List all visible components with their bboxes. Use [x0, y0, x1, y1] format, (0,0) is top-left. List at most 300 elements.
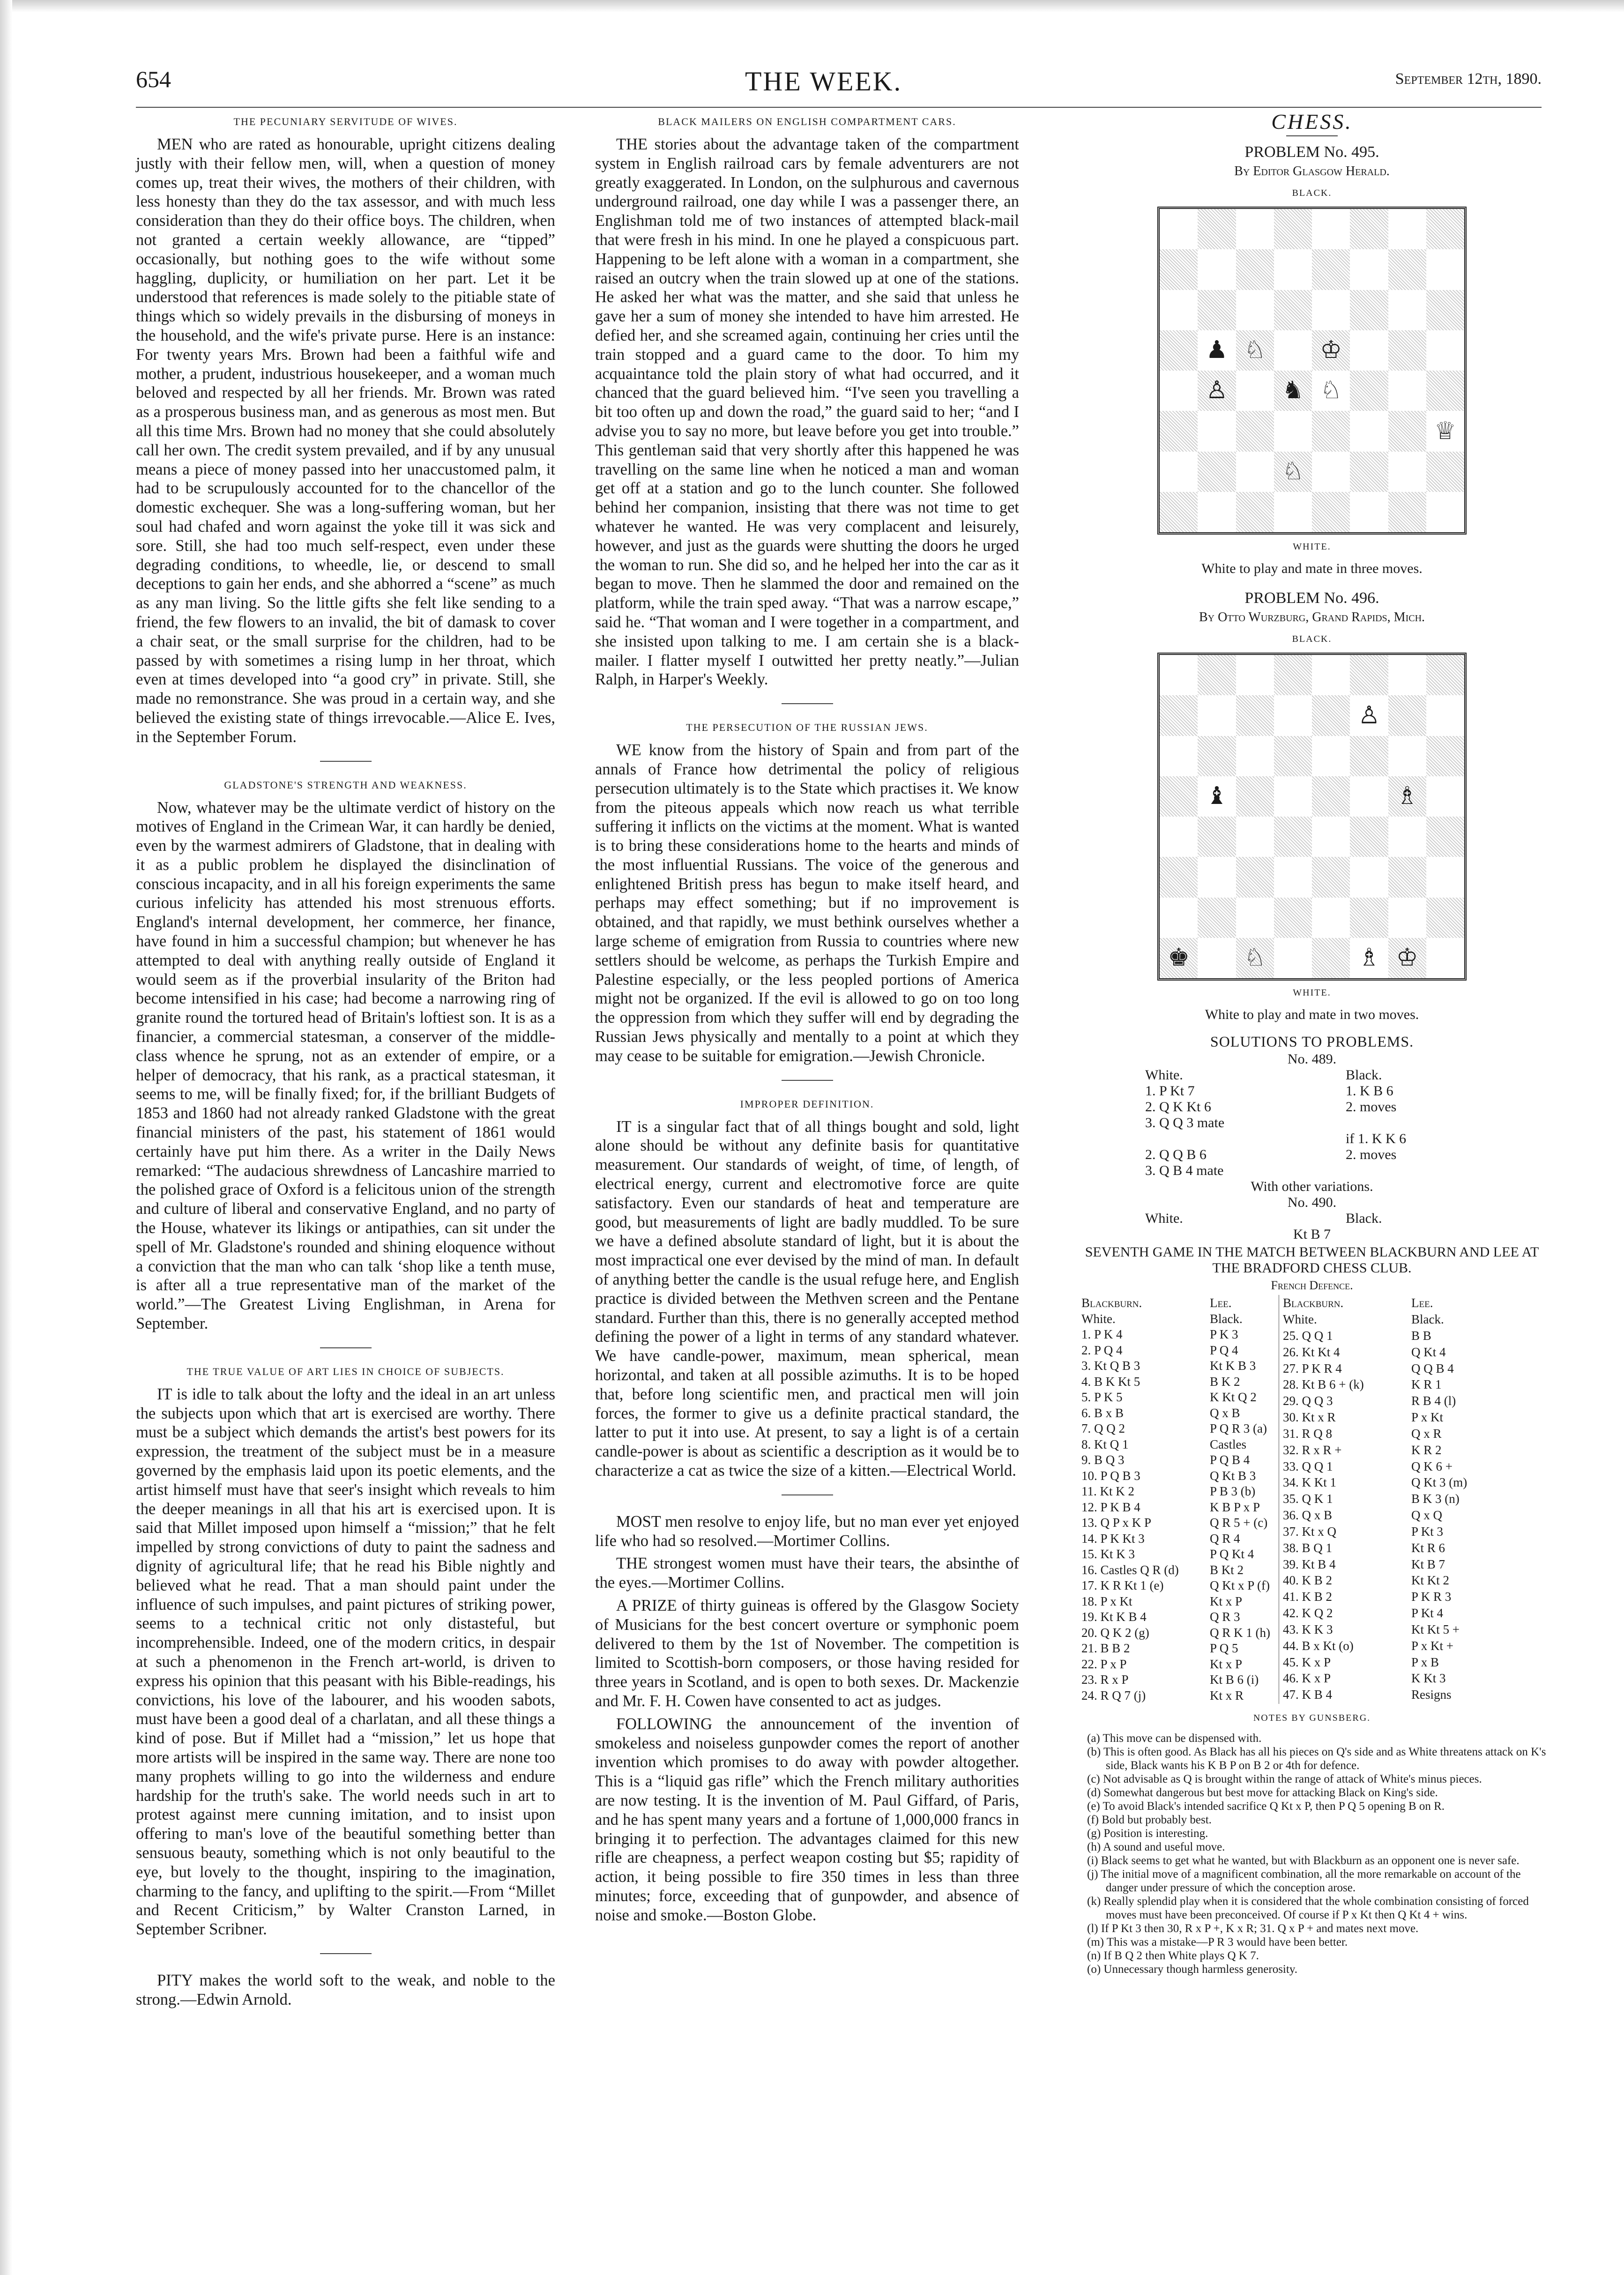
board-label-black: BLACK.: [1292, 188, 1332, 199]
move-row: [1280, 1410, 1470, 1426]
move-row: [1280, 1688, 1470, 1703]
black-move: K B P x P: [1210, 1500, 1260, 1514]
black-move: B Kt 2: [1210, 1562, 1244, 1577]
board-square: [1426, 655, 1464, 695]
board-square: ♕: [1434, 417, 1456, 445]
board-square: ♘: [1236, 330, 1274, 371]
board-square: [1388, 452, 1426, 492]
solution-489: [1143, 1067, 1546, 1179]
board-square: [1312, 817, 1350, 857]
board-square: [1198, 209, 1236, 249]
board-square: [1274, 290, 1312, 330]
board-square: [1198, 290, 1236, 330]
black-move: P B 3 (b): [1210, 1484, 1256, 1499]
board-square: [1160, 655, 1198, 695]
black-move: B K 3 (n): [1411, 1492, 1460, 1506]
board-square: ♙: [1198, 371, 1236, 411]
board-square: [1312, 452, 1350, 492]
problem-title: PROBLEM No. 496.: [1244, 589, 1379, 607]
solutions-heading: SOLUTIONS TO PROBLEMS.: [1210, 1033, 1414, 1050]
black-move: P x Kt +: [1411, 1638, 1453, 1653]
white-move: 19. Kt K B 4: [1081, 1610, 1147, 1624]
black-move: P Q 5: [1210, 1641, 1238, 1656]
note: (m) This was a mistake—P R 3 would have been better.: [1087, 1936, 1348, 1949]
board-square: [1160, 330, 1198, 371]
scan-edge-top: [0, 0, 1624, 12]
board-square: [1236, 371, 1274, 411]
white-move: 24. R Q 7 (j): [1081, 1688, 1146, 1703]
move-row: [1280, 1508, 1470, 1524]
white-move: 6. B x B: [1081, 1405, 1124, 1420]
move-row: [1079, 1547, 1273, 1562]
news-item: FOLLOWING the announcement of the invention of smokeless and noiseless gunpowder comes the report of another invention which promises to do away with powder altogether. This is a “liquid gas rifle” which the French military authorities are now testing. It is the invention of M. Paul Giffard, of Paris, and he has spent many years and a fortune of 1,000,000 francs in bringing it to perfection. The advantages claimed for this new rifle are cheapness, a perfect weapon costing but $5; rapidity of action, it being possible to fire 350 times in less than three minutes; force, exceeding that of gunpowder, and absence of noise and smoke.—Boston Globe.: [595, 1715, 1019, 1924]
article-body: MEN who are rated as honourable, upright citizens dealing justly with their fellow men, will, when a question of money comes up, treat their wives, the mothers of their children, with less honesty than they do the tax assessor, and with much less consideration than they do their office boys. The children, when not granted a certain weekly allowance, are “tipped” occasionally, but nothing goes to the wife without some haggling, duplicity, or humiliation on her part. Let it be understood that references is made solely to the pitiable state of things which so widely prevails in the disbursing of moneys in the household, and the wife's private purse. Here is an instance: For twenty years Mrs. Brown had been a faithful wife and mother, a prudent, industrious housekeeper, and a woman much beloved and respected by all her friends. Mr. Brown was rated as a prosperous business man, and as generous as most men. But all this time Mrs. Brown had no money that she could absolutely call her own. The credit system prevailed, and if by any unusual means a piece of money passed into her unaccustomed palm, it had to be scrupulously accounted for to the chancellor of the domestic exchequer. She was a long-suffering woman, but her soul had chafed and worn against the yoke till it was sick and sore. Still, she had too much self-respect, even under these degrading conditions, to wheedle, lie, or descend to small deceptions to gain her ends, and she abhorred a “scene” as much as any man living. So the little gifts she felt like sending to a friend, the few flowers to an invalid, the bit of damask to cover a chair seat, or the small surprise for the children, had to be passed by with sometimes a rising lump in her throat, which even at times developed into “a good cry” in private. Still, she made no remonstrance. She was proud in a certain way, and she believed the existing state of things irrevocable.—Alice E. Ives, in the September Forum.: [136, 135, 555, 746]
board-square: [1426, 898, 1464, 938]
board-square: [1350, 411, 1388, 451]
white-move: 25. Q Q 1: [1283, 1328, 1333, 1343]
board-square: [1198, 938, 1236, 978]
board-square: [1198, 736, 1236, 776]
black-move: Q x R: [1411, 1426, 1442, 1441]
game-notes: [1078, 1732, 1546, 1976]
board-square: [1426, 209, 1464, 249]
white-move: 46. K x P: [1283, 1671, 1331, 1686]
solution-line: [1143, 1115, 1408, 1131]
board-square: [1236, 290, 1274, 330]
note: (d) Somewhat dangerous but best move for attacking Black on King's side.: [1087, 1786, 1438, 1799]
white-move: 20. Q K 2 (g): [1081, 1625, 1149, 1640]
solution-move: [1344, 1115, 1408, 1131]
note: (n) If B Q 2 then White plays Q K 7.: [1087, 1949, 1259, 1963]
article-separator: [320, 1347, 372, 1348]
white-move: 10. P Q B 3: [1081, 1468, 1140, 1483]
board-square: [1236, 411, 1274, 451]
white-move: 40. K B 2: [1283, 1573, 1333, 1588]
board-label-white: WHITE.: [1293, 542, 1331, 552]
board-square: [1426, 938, 1464, 978]
article-title: THE PERSECUTION OF THE RUSSIAN JEWS.: [686, 721, 928, 734]
board-square: [1350, 249, 1388, 290]
white-move: 15. Kt K 3: [1081, 1547, 1135, 1561]
board-square: [1160, 411, 1198, 451]
article-separator: [782, 703, 833, 704]
solution-line: [1143, 1163, 1408, 1179]
player-black: Lee.: [1411, 1296, 1433, 1310]
board-square: [1426, 290, 1464, 330]
board-square: [1388, 411, 1426, 451]
board-square: [1160, 817, 1198, 857]
board-label-white: WHITE.: [1293, 988, 1331, 998]
board-square: [1160, 736, 1198, 776]
black-move: Kt R 6: [1411, 1540, 1445, 1555]
board-square: [1160, 857, 1198, 897]
board-square: [1350, 817, 1388, 857]
solution-move: [1143, 1131, 1344, 1147]
black-move: K Kt 3: [1411, 1671, 1446, 1686]
board-square: [1274, 411, 1312, 451]
black-move: Q R K 1 (h): [1210, 1625, 1270, 1640]
board-square: [1198, 492, 1236, 532]
article-body: THE stories about the advantage taken of the compartment system in English railroad cars by female adventurers are not greatly exaggerated. In London, on the sulphurous and cavernous underground railroad, one day while I was a passenger there, an Englishman told me of two instances of attempted black-mail that were fresh in his mind. In one he played a conspicuous part. Happening to be left alone with a woman in a compartment, she raised an outcry when the train slowed up at one of the stations. He asked her what was the matter, and she said that unless he gave her a sum of money she intended to have him arrested. He defied her, and she screamed again, continuing her cries until the train stopped and a guard came to the door. To him my acquaintance told the plain story of what had occurred, and it chanced that the guard believed him. “I've seen you travelling a bit too often up and down the road,” the guard said to her; “and I advise you to say no more, but leave before you get into trouble.” This gentleman said that very shortly after this happened he was travelling on the same line when he noticed a man and woman get off at a station and go to the lunch counter. She followed behind her companion, insisting that there was not time to get whatever he wanted. He was very complacent and leisurely, however, and just as the guards were shutting the doors he urged the woman to run. She did so, and he helped her into the car as it began to move. Then he slammed the door and remained on the platform, while the train sped away. “That was a narrow escape,” said he. “That woman and I were together in a compartment, and she insisted upon talking to me. I am certain she is a black-mailer. I flatter myself I outwitted her pretty neatly.”—Julian Ralph, in Harper's Weekly.: [595, 135, 1019, 689]
move-row: [1079, 1563, 1273, 1578]
article-separator: [782, 1080, 833, 1081]
board-square: [1388, 898, 1426, 938]
note: (c) Not advisable as Q is brought within the range of attack of White's minus pieces.: [1087, 1773, 1482, 1786]
board-square: [1388, 371, 1426, 411]
black-move: P K R 3: [1411, 1590, 1452, 1604]
move-row: [1280, 1329, 1470, 1344]
masthead: THE WEEK.: [745, 66, 902, 97]
notes-heading: NOTES BY GUNSBERG.: [1253, 1713, 1371, 1724]
white-move: 3. Kt Q B 3: [1081, 1359, 1140, 1373]
board-square: [1350, 492, 1388, 532]
white-move: 9. B Q 3: [1081, 1453, 1125, 1467]
solution-move: 2. Q K Kt 6: [1145, 1099, 1211, 1115]
move-row: [1079, 1688, 1273, 1703]
black-move: Q Kt x P (f): [1210, 1578, 1270, 1593]
move-row: [1079, 1657, 1273, 1672]
black-move: P K 3: [1210, 1327, 1238, 1342]
board-square: [1236, 209, 1274, 249]
black-move: P Q R 3 (a): [1210, 1421, 1267, 1436]
board-square: [1388, 857, 1426, 897]
move-row: [1280, 1590, 1470, 1605]
move-row: [1280, 1671, 1470, 1687]
black-move: Resigns: [1411, 1688, 1452, 1702]
board-square: [1312, 776, 1350, 817]
white-move: 34. K Kt 1: [1283, 1475, 1336, 1490]
move-row: [1280, 1573, 1470, 1589]
white-move: 12. P K B 4: [1081, 1500, 1140, 1514]
black-move: Q x B: [1210, 1405, 1240, 1420]
white-move: 43. K K 3: [1283, 1622, 1333, 1636]
board-square: [1350, 209, 1388, 249]
column-1: [136, 112, 555, 2013]
black-move: Q R 3: [1210, 1610, 1240, 1624]
board-square: ♝: [1206, 783, 1228, 810]
header-rule: [136, 107, 1542, 108]
white-move: 27. P K R 4: [1283, 1361, 1342, 1375]
board-square: ♘: [1236, 938, 1274, 978]
white-move: 41. K B 2: [1283, 1590, 1333, 1604]
black-move: Q R 4: [1210, 1531, 1240, 1546]
black-move: Kt B 7: [1411, 1557, 1445, 1571]
board-square: [1274, 938, 1312, 978]
board-square: ♚: [1160, 938, 1198, 978]
black-move: Kt x R: [1210, 1688, 1244, 1703]
move-row: [1280, 1557, 1470, 1573]
solution-line: [1143, 1147, 1408, 1163]
article-separator: [782, 1494, 833, 1495]
issue-date: September 12th, 1890.: [1395, 70, 1542, 88]
board-square: [1350, 330, 1388, 371]
article-title: THE PECUNIARY SERVITUDE OF WIVES.: [233, 116, 458, 127]
black-move: Q Kt 3 (m): [1411, 1475, 1468, 1490]
solution-move: 3. Q Q 3 mate: [1145, 1115, 1225, 1130]
board-square: [1350, 898, 1388, 938]
white-move: 42. K Q 2: [1283, 1606, 1333, 1621]
board-square: [1350, 655, 1388, 695]
chess-column: [1078, 112, 1546, 1976]
chess-heading: CHESS.: [1271, 110, 1353, 134]
move-row: [1079, 1359, 1273, 1374]
board-square: [1274, 817, 1312, 857]
board-square: [1160, 452, 1198, 492]
move-row: [1079, 1437, 1273, 1452]
note: (e) To avoid Black's intended sacrifice Q Kt x P, then P Q 5 opening B on R.: [1087, 1800, 1445, 1813]
move-row: [1079, 1516, 1273, 1531]
white-move: 28. Kt B 6 + (k): [1283, 1377, 1364, 1392]
problem-title: PROBLEM No. 495.: [1244, 143, 1379, 161]
move-row: [1079, 1327, 1273, 1342]
solution-490-move: Kt B 7: [1293, 1226, 1331, 1242]
player-white: Blackburn.: [1081, 1296, 1142, 1310]
sol-white-head: White.: [1145, 1067, 1183, 1083]
white-move: 33. Q Q 1: [1283, 1459, 1333, 1473]
note: (b) This is often good. As Black has all his pieces on Q's side and as White threatens attack on K's side, Black wants his K B P on B 2 or 4th for defence.: [1087, 1746, 1546, 1772]
move-row: [1280, 1606, 1470, 1621]
black-move: Q K 6 +: [1411, 1459, 1453, 1473]
board-square: [1236, 695, 1274, 736]
board-square: [1388, 655, 1426, 695]
white-move: 1. P K 4: [1081, 1327, 1123, 1342]
board-square: [1160, 290, 1198, 330]
white-move: 11. Kt K 2: [1081, 1484, 1134, 1499]
news-item: A PRIZE of thirty guineas is offered by the Glasgow Society of Musicians for the best concert overture or symphonic poem delivered to them by the 1st of November. The competition is limited to Scottish-born composers, or those having resided for three years in Scotland, and is open to both sexes. Dr. Mackenzie and Mr. F. H. Cowen have consented to act as judges.: [595, 1596, 1019, 1710]
solution-move: 2. Q Q B 6: [1145, 1146, 1207, 1162]
black-move: Castles: [1210, 1437, 1246, 1451]
solution-number: No. 489.: [1287, 1051, 1337, 1067]
white-move: 30. Kt x R: [1283, 1410, 1336, 1425]
board-square: [1350, 857, 1388, 897]
black-move: P x B: [1411, 1655, 1439, 1669]
move-row: [1079, 1375, 1273, 1390]
black-move: B K 2: [1210, 1374, 1240, 1389]
board-square: [1198, 411, 1236, 451]
solution-490: [1143, 1211, 1546, 1227]
white-move: 45. K x P: [1283, 1655, 1331, 1669]
white-move: 17. K R Kt 1 (e): [1081, 1578, 1164, 1593]
move-row: [1079, 1500, 1273, 1515]
white-move: 22. P x P: [1081, 1657, 1127, 1671]
black-move: P Kt 3: [1411, 1524, 1444, 1539]
board-square: ♞: [1274, 371, 1312, 411]
chess-board-problem-496: [1157, 653, 1467, 981]
article-separator: [320, 761, 372, 762]
board-square: [1426, 371, 1464, 411]
board-square: [1388, 736, 1426, 776]
board-square: [1426, 695, 1464, 736]
note: (i) Black seems to get what he wanted, but with Blackburn as an opponent one is never safe.: [1087, 1854, 1520, 1867]
white-move: 26. Kt Kt 4: [1283, 1345, 1340, 1359]
black-move: Kt B 6 (i): [1210, 1673, 1259, 1687]
solution-move: 2. moves: [1346, 1146, 1397, 1162]
black-move: Q Kt 4: [1411, 1345, 1446, 1359]
white-move: 47. K B 4: [1283, 1688, 1333, 1702]
quotation: MOST men resolve to enjoy life, but no man ever yet enjoyed life who had so resolved.—Mortimer Collins.: [595, 1512, 1019, 1550]
board-square: ♙: [1358, 702, 1380, 729]
black-move: P Kt 4: [1411, 1606, 1444, 1621]
color-white: White.: [1283, 1312, 1317, 1327]
move-row: [1079, 1578, 1273, 1593]
black-move: B B: [1411, 1328, 1431, 1343]
move-row: [1079, 1673, 1273, 1688]
solution-move: 1. K B 6: [1346, 1083, 1393, 1099]
move-row: [1280, 1622, 1470, 1638]
black-move: K Kt Q 2: [1210, 1390, 1257, 1405]
white-move: 18. P x Kt: [1081, 1594, 1132, 1608]
black-move: Q Q B 4: [1411, 1361, 1454, 1375]
move-row: [1079, 1390, 1273, 1405]
black-move: Q R 5 + (c): [1210, 1516, 1268, 1530]
problem-caption: White to play and mate in three moves.: [1201, 560, 1423, 576]
article-title: IMPROPER DEFINITION.: [740, 1098, 874, 1110]
white-move: 8. Kt Q 1: [1081, 1437, 1129, 1451]
note: (a) This move can be dispensed with.: [1087, 1732, 1262, 1745]
move-row: [1280, 1492, 1470, 1507]
board-square: [1426, 857, 1464, 897]
move-row: [1280, 1524, 1470, 1540]
sol-black-head: Black.: [1346, 1067, 1382, 1083]
color-black: Black.: [1411, 1312, 1444, 1327]
move-row: [1280, 1475, 1470, 1491]
board-square: ♗: [1358, 944, 1380, 972]
board-square: [1312, 290, 1350, 330]
black-move: Kt x P: [1210, 1657, 1243, 1671]
move-row: [1079, 1641, 1273, 1656]
page-header: [136, 66, 1542, 108]
white-move: 4. B K Kt 5: [1081, 1374, 1140, 1389]
black-move: Kt K B 3: [1210, 1359, 1256, 1373]
board-square: [1236, 817, 1274, 857]
board-square: [1198, 695, 1236, 736]
move-row: [1079, 1594, 1273, 1609]
move-row: [1079, 1484, 1273, 1499]
board-square: [1312, 938, 1350, 978]
white-move: 23. R x P: [1081, 1673, 1129, 1687]
board-square: [1312, 857, 1350, 897]
move-row: [1280, 1541, 1470, 1556]
note: (l) If P Kt 3 then 30, R x P +, K x R; 31. Q x P + and mates next move.: [1087, 1922, 1419, 1935]
black-move: Kt Kt 5 +: [1411, 1622, 1460, 1636]
article-separator: [320, 1953, 372, 1954]
board-square: [1312, 411, 1350, 451]
game-score: [1078, 1295, 1546, 1704]
player-white: Blackburn.: [1283, 1296, 1344, 1310]
quotation: THE strongest women must have their tears, the absinthe of the eyes.—Mortimer Collins.: [595, 1554, 1019, 1592]
article-body: WE know from the history of Spain and from part of the annals of France how detrimental the policy of religious persecution ultimately is to the State which practises it. We know from the piteous appeals which now reach us what terrible suffering it inflicts on the victims at the moment. What is wanted is to bring these considerations home to the hearts and minds of the most influential Russians. The voice of the generous and enlightened British press has begun to make itself heard, and perhaps may effect something; but if no improvement is obtained, and that rapidly, we must bethink ourselves whether a large scheme of emigration from Russia to countries where new settlers should be welcome, as perhaps the Turkish Empire and Palestine especially, or the less peopled portions of America might not be organized. If the evil is allowed to go on too long the oppression from which they suffer will end by degrading the Russian Jews physically and mentally to a point at which they may cease to be suitable for emigration.—Jewish Chronicle.: [595, 741, 1019, 1065]
board-square: [1160, 898, 1198, 938]
board-square: [1350, 452, 1388, 492]
solution-move: 2. moves: [1346, 1099, 1397, 1115]
problem-author: By Editor Glasgow Herald.: [1234, 164, 1390, 178]
article-title: BLACK MAILERS ON ENGLISH COMPARTMENT CARS.: [658, 116, 956, 127]
board-square: [1198, 655, 1236, 695]
move-row: [1079, 1532, 1273, 1546]
note: (h) A sound and useful move.: [1087, 1841, 1225, 1854]
board-square: [1388, 695, 1426, 736]
move-row: [1280, 1427, 1470, 1442]
board-square: [1160, 776, 1198, 817]
board-square: [1312, 209, 1350, 249]
black-move: K R 1: [1411, 1377, 1442, 1392]
white-move: 7. Q Q 2: [1081, 1421, 1125, 1436]
white-move: 5. P K 5: [1081, 1390, 1123, 1405]
board-square: ♔: [1312, 330, 1350, 371]
white-move: 38. B Q 1: [1283, 1540, 1333, 1555]
article-title: GLADSTONE'S STRENGTH AND WEAKNESS.: [224, 779, 467, 791]
solution-move: [1344, 1163, 1408, 1179]
board-square: [1426, 817, 1464, 857]
black-move: P Q 4: [1210, 1343, 1238, 1357]
board-square: [1312, 249, 1350, 290]
board-square: [1274, 249, 1312, 290]
board-square: [1274, 898, 1312, 938]
move-row: [1280, 1459, 1470, 1475]
board-square: [1350, 290, 1388, 330]
move-row: [1280, 1361, 1470, 1377]
black-move: P x Kt: [1411, 1410, 1444, 1425]
black-move: Kt Kt 2: [1411, 1573, 1449, 1588]
white-move: 39. Kt B 4: [1283, 1557, 1336, 1571]
board-square: [1236, 249, 1274, 290]
column-2: [595, 112, 1019, 1929]
move-row: [1280, 1639, 1470, 1654]
note: (k) Really splendid play when it is considered that the whole combination consisting of forced moves must have been preconceived. Of course if P x Kt then Q Kt 4 + wins.: [1087, 1895, 1529, 1922]
white-move: 14. P K Kt 3: [1081, 1531, 1145, 1546]
move-row: [1280, 1394, 1470, 1409]
board-square: [1198, 249, 1236, 290]
sol-black-head: Black.: [1346, 1210, 1382, 1226]
board-square: [1388, 290, 1426, 330]
board-square: [1160, 492, 1198, 532]
board-square: [1160, 371, 1198, 411]
black-move: Q Kt B 3: [1210, 1468, 1256, 1483]
solution-move: 1. P Kt 7: [1145, 1083, 1195, 1099]
white-move: 21. B B 2: [1081, 1641, 1130, 1656]
board-square: [1426, 776, 1464, 817]
note: (g) Position is interesting.: [1087, 1827, 1208, 1840]
black-move: Q x Q: [1411, 1508, 1442, 1523]
white-move: 44. B x Kt (o): [1283, 1638, 1354, 1653]
board-square: ♟: [1206, 337, 1228, 364]
move-row: [1280, 1443, 1470, 1458]
page-number: 654: [136, 66, 171, 92]
board-square: [1312, 898, 1350, 938]
white-move: 35. Q K 1: [1283, 1492, 1333, 1506]
board-square: [1160, 249, 1198, 290]
black-move: P Q B 4: [1210, 1453, 1250, 1467]
move-row: [1079, 1406, 1273, 1421]
board-square: [1312, 492, 1350, 532]
board-square: [1350, 776, 1388, 817]
board-square: ♗: [1388, 776, 1426, 817]
color-black: Black.: [1210, 1311, 1243, 1326]
board-square: [1426, 736, 1464, 776]
board-square: [1388, 817, 1426, 857]
board-square: [1274, 736, 1312, 776]
solution-move: if 1. K K 6: [1346, 1130, 1407, 1146]
game-score-left: [1078, 1295, 1274, 1704]
board-square: [1160, 209, 1198, 249]
board-square: [1236, 452, 1274, 492]
white-move: 16. Castles Q R (d): [1081, 1562, 1179, 1577]
solution-line: [1143, 1131, 1408, 1147]
board-label-black: BLACK.: [1292, 634, 1332, 645]
solution-line: [1143, 1099, 1408, 1115]
game-title: SEVENTH GAME IN THE MATCH BETWEEN BLACKBURN AND LEE AT THE BRADFORD CHESS CLUB.: [1085, 1244, 1539, 1276]
article-body: IT is idle to talk about the lofty and the ideal in an art unless the subjects upon which that art is exercised are worthy. There must be a subject which demands the artist's best powers for its expression, the treatment of the subject must be in a measure governed by the emphasis laid upon its poetic elements, and the artist himself must have that seer's insight which reveals to him the deeper meanings in all that his art is exercised upon. It is said that Millet imposed upon himself a “mission;” that he felt impelled by strong convictions of duty to paint the sadness and dignity of agricultural life; that he read his Bible nightly and believed what he read. That a man should paint under the influence of such impulses, and paint pictures of striking power, seems to a technical critic not only distasteful, but incomprehensible. Indeed, one of the modern critics, in despair at such a phenomenon in the French art-world, is driven to express his opinion that this peasant with his Bible-readings, his convictions, his love of the labourer, and his wooden sabots, must have been a good deal of a charlatan, and all these things a kind of pose. But if Millet had a “mission,” let us hope that more artists will be inspired in the same way. There are none too many prophets willing to go into the wilderness and endure hardship for the truth's sake. The world needs such in art to protest against mere cunning imitation, and to insist upon offering to man's love of the beautiful something better than sensuous beauty, something which is not only beautiful to the eye, but lovely to the thought, inspiring to the imagination, charming to the fancy, and uplifting to the spirit.—From “Millet and Recent Criticism,” by Walter Cranston Larned, in September Scribner.: [136, 1385, 555, 1939]
